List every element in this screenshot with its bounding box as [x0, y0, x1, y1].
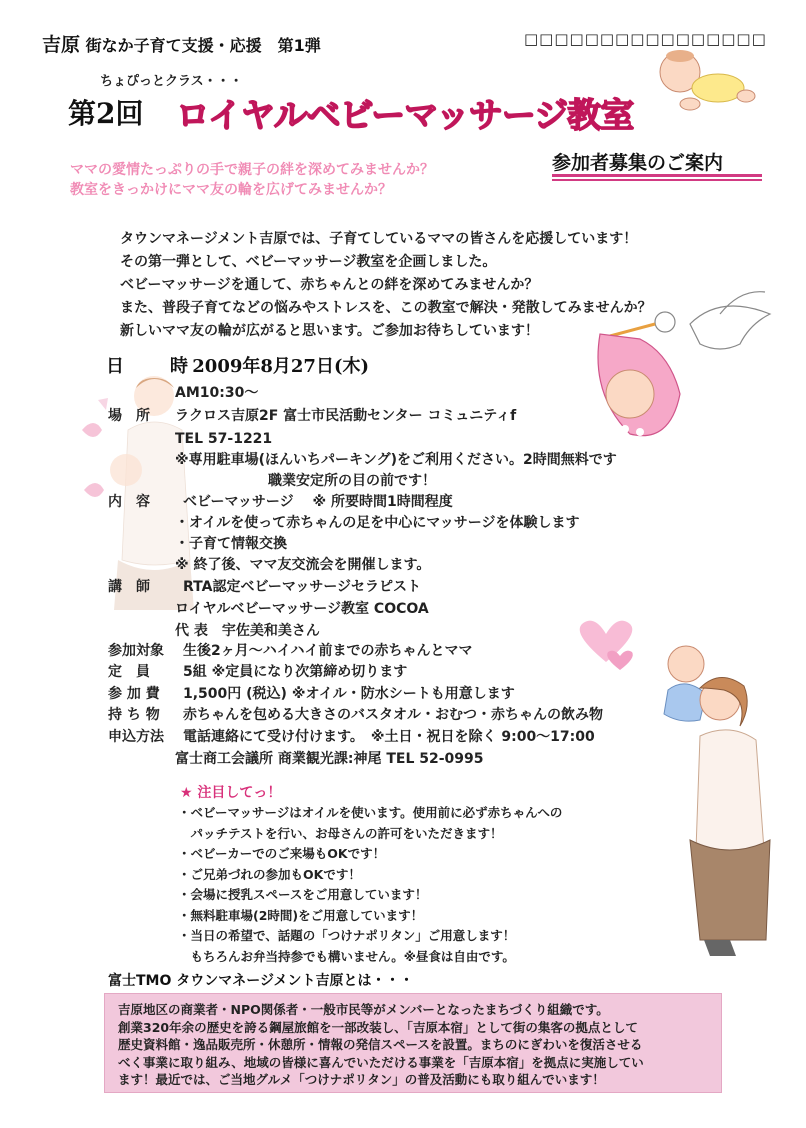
capacity-label: 定 員 [108, 664, 150, 680]
about-text [118, 1001, 644, 1089]
subtitle-underline-second [552, 179, 762, 181]
intro-line: その第一弾として、ベビーマッサージ教室を企画しました。 [120, 254, 497, 270]
date-label: 日 時 [106, 356, 202, 377]
lecturer-value: 代 表 宇佐美和美さん [175, 623, 320, 639]
hearts-right-illustration [566, 600, 646, 680]
content-label: 内 容 [108, 494, 150, 510]
date-row [106, 352, 369, 378]
time-value: AM10:30〜 [175, 385, 259, 401]
intro-line: ベビーマッサージを通して、赤ちゃんとの絆を深めてみませんか？ [120, 277, 539, 293]
notice-item: ・会場に授乳スペースをご用意しています！ [178, 887, 428, 902]
content-value: ベビーマッサージ ※ 所要時間1時間程度 [183, 494, 453, 510]
about-title: 富士TMO タウンマネージメント吉原とは・・・ [108, 973, 414, 989]
intro-line: タウンマネージメント吉原では、子育てしているママの皆さんを応援しています！ [120, 231, 638, 247]
fee-label: 参 加 費 [108, 686, 160, 702]
content-item-text: ※ 終了後、ママ友交流会を開催します。 [175, 557, 431, 573]
round-label: 第2回 [68, 97, 144, 130]
notice-item: ・当日の希望で、話題の「つけナポリタン」ご用意します！ [178, 928, 516, 943]
main-title: ロイヤルベビーマッサージ教室 [176, 96, 634, 136]
notice-item: ・ご兄弟づれの参加もOKです！ [178, 866, 361, 882]
lecturer-value: RTA認定ベビーマッサージセラピスト [183, 579, 422, 595]
lecturer-label: 講 師 [108, 579, 150, 595]
organization-tagline: 街なか子育て支援・応援 第1弾 [85, 36, 321, 55]
subtitle-underline [552, 174, 762, 177]
items-value: 赤ちゃんを包める大きさのバスタオル・おむつ・赤ちゃんの飲み物 [183, 707, 603, 723]
notice-item: ・無料駐車場(2時間)をご用意しています！ [178, 907, 424, 923]
about-line: 歴史資料館・逸品販売所・休憩所・情報の発信スペースを設置。まちのにぎわいを復活させる [118, 1037, 643, 1052]
capacity-value: 5組 ※定員になり次第締め切ります [183, 664, 408, 680]
organization-name: 吉原 [42, 34, 81, 56]
content-item-text: ・子育て情報交換 [175, 536, 287, 552]
content-item-text: ・オイルを使って赤ちゃんの足を中心にマッサージを体験します [175, 515, 580, 531]
tel-value: TEL 57-1221 [175, 431, 273, 447]
target-label: 参加対象 [108, 643, 164, 659]
notice-list [178, 803, 562, 967]
organization-header [42, 30, 321, 57]
intro-paragraph [120, 228, 652, 343]
tagline-line: ママの愛情たっぷりの手で親子の絆を深めてみませんか？ [70, 162, 434, 178]
items-label: 持 ち 物 [108, 707, 160, 723]
date-value: 2009年8月27日(木) [192, 356, 369, 377]
subtitle: 参加者募集のご案内 [552, 152, 724, 174]
tagline [70, 160, 434, 200]
intro-line: 新しいママ友の輪が広がると思います。ご参加お待ちしています！ [120, 323, 539, 339]
lecturer-value: ロイヤルベビーマッサージ教室 COCOA [175, 601, 429, 617]
intro-line: また、普段子育てなどの悩みやストレスを、この教室で解決・発散してみませんか？ [120, 300, 652, 316]
place-value: ラクロス吉原2F 富士市民活動センター コミュニティf [175, 408, 517, 424]
notice-item: もちろんお弁当持参でも構いません。※昼食は自由です。 [178, 948, 515, 964]
about-line: 吉原地区の商業者・NPO関係者・一般市民等がメンバーとなったまちづくり組織です。 [118, 1002, 609, 1017]
target-value: 生後2ヶ月〜ハイハイ前までの赤ちゃんとママ [183, 643, 473, 659]
notice-title: ★ 注目してっ！ [180, 785, 282, 801]
apply-contact: 富士商工会議所 商業観光課:神尾 TEL 52-0995 [175, 751, 484, 767]
crawling-baby-illustration [650, 46, 760, 116]
tagline-line: 教室をきっかけにママ友の輪を広げてみませんか？ [70, 182, 392, 198]
place-label: 場 所 [108, 408, 150, 424]
placeholder-boxes: □□□□□□□□□□□□□□□□ [524, 30, 767, 48]
notice-item: ・ベビーマッサージはオイルを使います。使用前に必ず赤ちゃんへの [178, 805, 563, 820]
parking-note-2: 職業安定所の目の前です！ [268, 473, 436, 489]
about-line: べく事業に取り組み、地域の皆様に喜んでいただける事業を「吉原本宿」を拠点に実施してい [118, 1054, 644, 1070]
apply-label: 申込方法 [108, 729, 164, 745]
notice-item: ・ベビーカーでのご来場もOKです！ [178, 846, 386, 861]
about-line: ます！最近では、ご当地グルメ「つけナポリタン」の普及活動にも取り組んでいます！ [118, 1072, 605, 1087]
class-small-title: ちょぴっとクラス・・・ [100, 74, 243, 89]
fee-value: 1,500円 (税込) ※オイル・防水シートも用意します [183, 686, 515, 702]
parking-note: ※専用駐車場(ほんいちパーキング)をご利用ください。2時間無料です [175, 452, 617, 468]
apply-value: 電話連絡にて受け付けます。 ※土日・祝日を除く 9:00〜17:00 [183, 729, 595, 745]
mother-lifting-baby-illustration [640, 640, 780, 960]
about-line: 創業320年余の歴史を誇る鋼屋旅館を一部改装し、「吉原本宿」として街の集客の拠点として [118, 1019, 638, 1035]
notice-item: パッチテストを行い、お母さんの許可をいただきます！ [178, 825, 503, 841]
